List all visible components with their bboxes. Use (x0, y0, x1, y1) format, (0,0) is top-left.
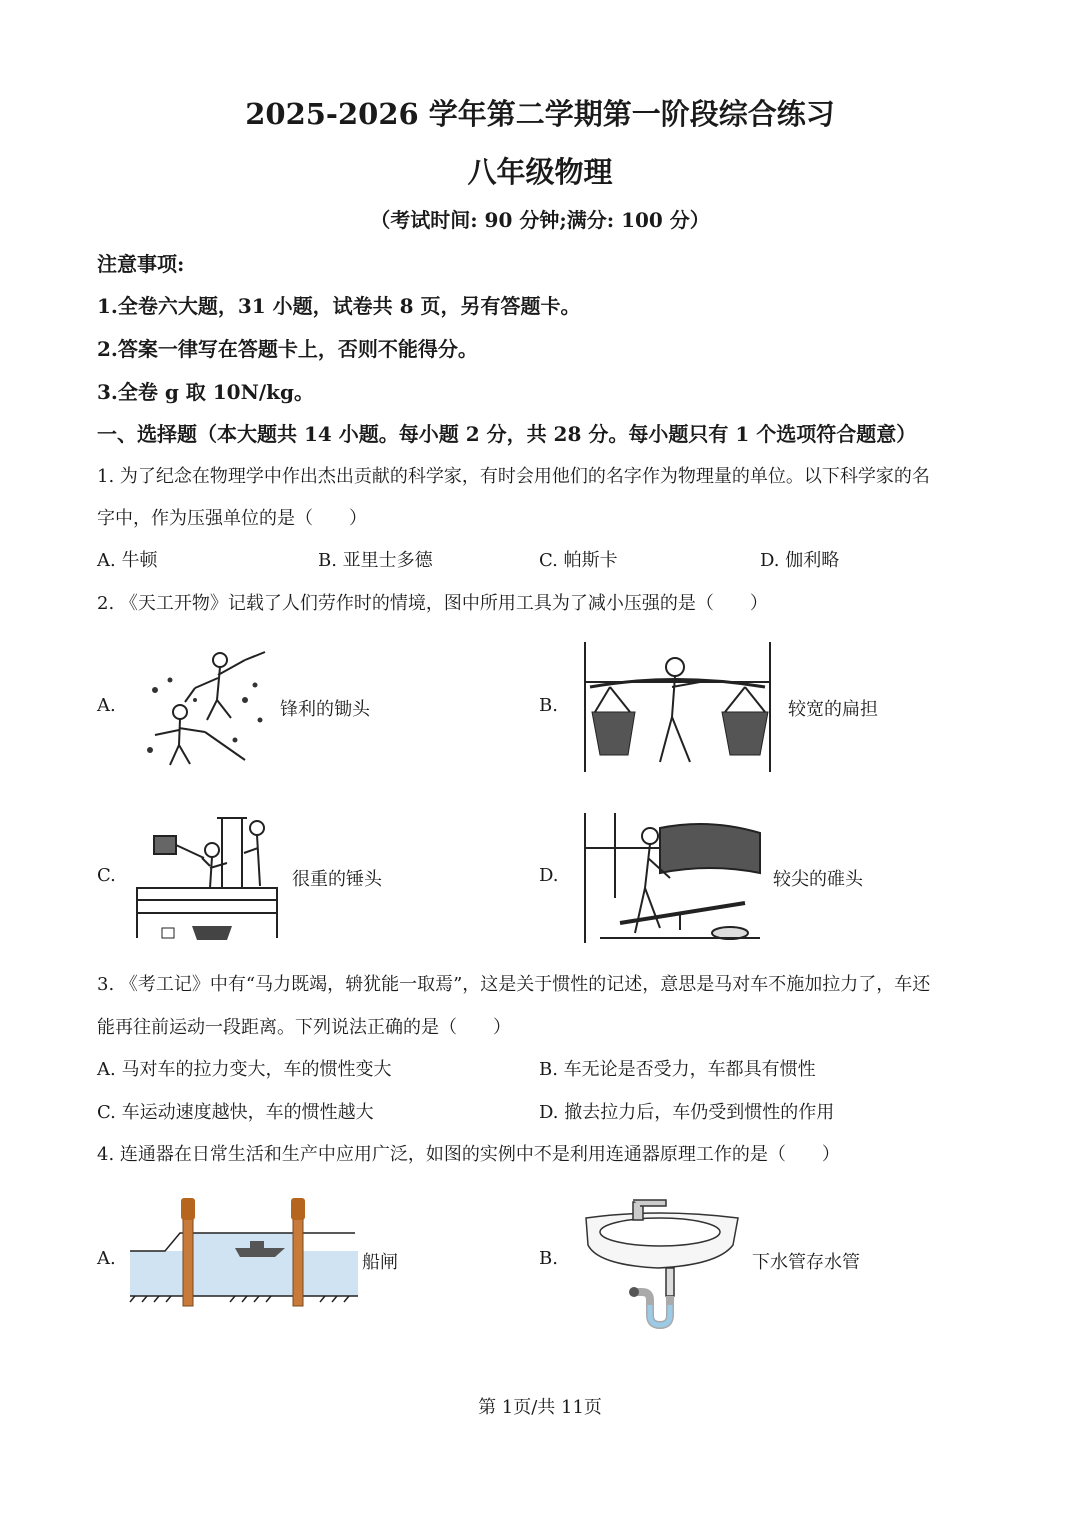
note-item: 3.全卷 g 取 10N/kg。 (97, 380, 315, 404)
pestle-worker-icon (580, 808, 765, 946)
exam-title: 2025-2026 学年第二学期第一阶段综合练习 (245, 97, 835, 131)
q1-option-b: B. 亚里士多德 (318, 550, 433, 571)
q3-option-a: A. 马对车的拉力变大，车的惯性变大 (97, 1059, 392, 1080)
q2-option-a-letter: A. (97, 695, 116, 716)
q2-option-a-caption: 锋利的锄头 (280, 699, 370, 720)
q1-option-c: C. 帕斯卡 (539, 550, 618, 571)
q3-option-d: D. 撤去拉力后，车仍受到惯性的作用 (539, 1102, 835, 1123)
q3-option-b: B. 车无论是否受力，车都具有惯性 (539, 1059, 816, 1080)
question-3-text: 3. 《考工记》中有“马力既竭，辀犹能一取焉”，这是关于惯性的记述，意思是马对车不施加拉力了，车还 (97, 974, 931, 995)
question-1-text-cont: 字中，作为压强单位的是（ ） (97, 508, 367, 529)
notes-heading: 注意事项: (97, 252, 185, 276)
q1-option-a: A. 牛顿 (97, 550, 158, 571)
q2-option-c-caption: 很重的锤头 (292, 869, 382, 890)
ship-lock-icon (125, 1193, 360, 1313)
q2-option-d-caption: 较尖的碓头 (773, 869, 863, 890)
q4-option-b-letter: B. (539, 1248, 558, 1269)
q1-option-d: D. 伽利略 (760, 550, 840, 571)
question-3-text-cont: 能再往前运动一段距离。下列说法正确的是（ ） (97, 1017, 511, 1038)
q3-option-c: C. 车运动速度越快，车的惯性越大 (97, 1102, 374, 1123)
q2-option-b-caption: 较宽的扁担 (788, 699, 878, 720)
note-item: 1.全卷六大题，31 小题，试卷共 8 页，另有答题卡。 (97, 294, 581, 318)
note-item: 2.答案一律写在答题卡上，否则不能得分。 (97, 337, 478, 361)
question-1-text: 1. 为了纪念在物理学中作出杰出贡献的科学家，有时会用他们的名字作为物理量的单位。以下科学家的名 (97, 466, 930, 487)
hammer-workers-icon (132, 808, 282, 946)
sink-trap-icon (578, 1190, 743, 1330)
q4-option-b-caption: 下水管存水管 (752, 1252, 860, 1273)
q4-option-a-letter: A. (97, 1248, 116, 1269)
section-heading: 一、选择题（本大题共 14 小题。每小题 2 分，共 28 分。每小题只有 1 个选项符合题意） (97, 422, 917, 446)
shoulder-pole-carrier-icon (580, 637, 775, 775)
q2-option-b-letter: B. (539, 695, 558, 716)
subject-title: 八年级物理 (467, 155, 613, 189)
question-2-text: 2. 《天工开物》记载了人们劳作时的情境，图中所用工具为了减小压强的是（ ） (97, 593, 768, 614)
hoeing-farmers-icon (135, 640, 270, 775)
q2-option-d-letter: D. (539, 865, 559, 886)
q4-option-a-caption: 船闸 (362, 1252, 398, 1273)
page-number: 第 1页/共 11页 (478, 1397, 602, 1418)
exam-info: （考试时间: 90 分钟;满分: 100 分） (370, 208, 710, 232)
q2-option-c-letter: C. (97, 865, 116, 886)
question-4-text: 4. 连通器在日常生活和生产中应用广泛，如图的实例中不是利用连通器原理工作的是（ ） (97, 1144, 840, 1165)
